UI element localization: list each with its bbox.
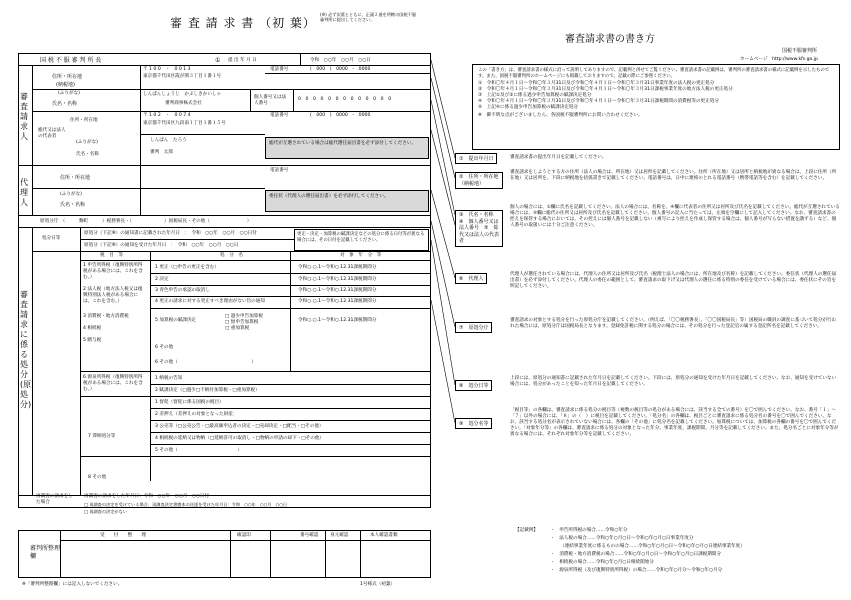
disp-date-1: 原処分（下記⑧）の通知書に記載された年月日 ： 令和 ○○年 ○○月 ○○日付 bbox=[84, 231, 257, 236]
tribunal-line: 国 税 不 服 審 判 所 長 bbox=[40, 57, 102, 64]
guide-text-1: 審査請求書の提出年月日を記載してください。 bbox=[510, 155, 607, 160]
guide-org: 国税不服審判所 bbox=[782, 48, 818, 54]
collection-item-1: 1 督促（督促に係る国税の税目） bbox=[155, 400, 224, 405]
notice-box: 更正・決定・加算税の賦課決定などの処分に係る日付等が異なる場合には、その日付を記載してください。 bbox=[294, 229, 429, 251]
example-3: （連結事業年度に係るものの場合……令和○年○月○日～令和○年○月○日連結事業年度） bbox=[560, 544, 745, 549]
period-5: 令和○.○.1～令和○.12.31課税期間分 bbox=[298, 318, 377, 323]
receipt-header-3: 番号確認 bbox=[300, 533, 319, 538]
corp-no-label: 個人番号又は法人番号 bbox=[254, 95, 287, 106]
penalty-opt-1: □ 過少申告加算税 bbox=[225, 314, 263, 319]
guide-text-4: 代理人が選任されている場合には、代理人の住所又は居所及び氏名（税理士法人の場合には、所在地及び名称）を記載してください。委任状（代理人の選任届出書）を必ず添付してください。代理人の委任の範囲として、審査請求の取下げ又は代理人の選任に係る特別の委任を受けている場合には、委任状にその旨を明記してください。 bbox=[510, 272, 837, 289]
collection-item-4: 4 相続税の延納又は物納（□延納許可の取消し・□物納の申請の却下・□その他） bbox=[155, 436, 325, 441]
disp-item-4: 4 更正の請求に対する更正すべき理由がない旨の通知 bbox=[155, 299, 265, 304]
guide-text-7: 「税目等」の各欄は、審査請求に係る処分の税目等（複数の税目等の処分がある場合には、該当する全ての番号）を〇で囲んでください。なお、番号「１」～「７」以外の場合には、「８」の（ ）に税目を記載してください。「処分名」の各欄は、税目ごとに審査請求に係る処分名の番号を〇で囲んでください。なお、該当する処分名が表示されていない場合には、各欄の「その他」に処分名を記載してください。加算税については、加算税の各欄の番号を〇で囲んでください。「対象年分等」の各欄は、審査請求に係る処分の対象となった年分、事業年度、課税期間、月分等を記載してください。また、処分名ごとに対象年分等が異なる場合には、それぞれ対象年分等を記載してください。 bbox=[510, 408, 839, 437]
collection-label: 7 滞納処分等 bbox=[88, 434, 116, 439]
section-agent: 代理人 bbox=[20, 178, 28, 207]
period-5-text: ⑤ 上記④に係る過少申告加算税の賦課決定処分 bbox=[478, 105, 579, 111]
form-title: 審 査 請 求 書 （初 葉） bbox=[170, 16, 316, 30]
collection-item-5: 5 その他（ ） bbox=[155, 448, 243, 453]
refund-date: 再調査の請求をした年月日：令和 ○○年 ○○月 ○○日付 bbox=[84, 494, 210, 499]
phone-value-1: ( 000 ) 0000 - 0000 bbox=[310, 67, 371, 72]
other-label: 6 その他（ ） bbox=[155, 360, 256, 365]
guide-text-2: 審査請求をしようとする方の住所（法人の場合は、所在地）又は居所を記載してください。住所（所在地）又は居所と納税地が異なる場合は、上段に住所（所在地）又は居所を、下段に納税地を括弧書きで記載してください。電話番号は、日中に連絡のとれる電話番号（携帯電話等を含む）を記載してください。 bbox=[510, 170, 837, 181]
circle-1: ① bbox=[215, 57, 221, 64]
footer-note: ※「審判所整理欄」には記入しないでください。 bbox=[22, 582, 123, 587]
period-3: 令和○.○.1～令和○.12.31課税期間分 bbox=[298, 288, 377, 293]
kana-1: しんばんしょうじ かぶしきかいしゃ bbox=[143, 92, 222, 97]
disp-item-2: 2 決定 bbox=[155, 277, 169, 282]
phone-label-2: 電話番号 bbox=[270, 113, 289, 118]
disp-item-1: 1 更正（□申告の更正を含む） bbox=[155, 265, 219, 270]
disp-item-5: 5 加算税の賦課決定 bbox=[155, 318, 197, 323]
form-note: (※) 必ず次葉とともに、正副２通を所轄の国税不服審判所に提出してください。 bbox=[320, 12, 417, 23]
period-2: 令和○.○.1～令和○.12.31課税期間分 bbox=[298, 277, 377, 282]
section-requester: 審査請求人 bbox=[20, 92, 28, 141]
addr-label: 住所・所在地 bbox=[52, 74, 83, 80]
example-1: ・ 申告所得税の場合……令和○年分 bbox=[550, 528, 628, 533]
agent-name-label: 氏名・名称 bbox=[60, 202, 86, 208]
addr-label-2: 住所・所在地 bbox=[70, 118, 98, 123]
example-5: ・ 相続税の場合……令和○年○月○日相続開始分 bbox=[550, 560, 654, 565]
addr-2: 東京都千代田区九段南１丁目１番１５号 bbox=[143, 121, 226, 126]
guide-label-4: ⑥ 代理人 bbox=[455, 273, 487, 284]
corp-no-value: 0 0 0 0 0 0 0 0 0 0 0 0 0 bbox=[298, 97, 392, 102]
guide-text-6: 上段には、原処分の通知書に記載された年月日を記載してください。下段には、原処分の通知を受けた年月日を記載してください。なお、通知を受けていない場合には、処分があったことを知った年月日を記載してください。 bbox=[510, 376, 837, 387]
guide-label-6: ⑧ 処分日等 bbox=[455, 380, 492, 391]
guide-label-5: ⑦ 原処分庁 bbox=[455, 322, 492, 333]
payment-item-1: 1 納税の告知 bbox=[155, 376, 183, 381]
section-disposition: 審査請求に係る処分(原処分) bbox=[20, 290, 32, 409]
guide-text-5: 審査請求の対象とする処分を行った原処分庁を記載してください。（例えば、「〇〇税務署長」、「〇〇国税局長」等）国税局の職員の調査に基づいて処分が行われた場合には、原処分庁は国税局長となります。登録免許税に関する処分の場合には、その処分を行った登記官の属する登記所名を記載してください。 bbox=[510, 318, 837, 329]
guide-label-1: ① 提出年月日 bbox=[455, 153, 497, 164]
guide-text-3: 個人の場合には、①欄に氏名を記載してください。法人の場合には、名称を、④欄に代表者の住所又は居所及び氏名を記載してください。総代が互選されている場合には、⑤欄に総代の住所又は居所及び氏名を記載してください。個人番号の記入に当たっては、左端を空欄にして記入してください。なお、審査請求書の控えを保管する場合においては、その控えには個人番号を記載しない（複写により控えを作成し保管する場合は、個人番号が写らない措置を講ずる）など、個人番号の取扱いには十分ご注意ください。 bbox=[510, 205, 840, 228]
office-use-label: 審判所整理欄 bbox=[30, 545, 61, 560]
name-label-2: 氏名・名称 bbox=[76, 152, 99, 157]
period-4: 令和○.○.1～令和○.12.31課税期間分 bbox=[298, 299, 377, 304]
addr-sub: (納税地) bbox=[56, 82, 75, 88]
name-2: 審判 太郎 bbox=[150, 150, 173, 155]
guide-label-7: ⑨ 処分名等 bbox=[455, 418, 492, 429]
period-2-text: ② 令和〇年４月１日～令和〇年３月31日及び令和〇年４月１日～令和〇年３月31日課税事業年度の地方法人税の更正処分 bbox=[478, 87, 733, 93]
example-6: ・ 源泉所得税（及び復興特別所得税）の場合……令和○年○月分～令和○年○月分 bbox=[550, 568, 723, 573]
agent-kana-label: (ふりがな) bbox=[60, 192, 82, 197]
receipt-value: 令和 ○○年 ○○月 ○○日 bbox=[310, 58, 371, 63]
kana-label-1: (ふりがな) bbox=[58, 91, 80, 96]
guide-label-2: ② 住所・所在地（納税地） bbox=[455, 172, 503, 189]
receipt-header-5: 本人確認書類 bbox=[370, 533, 398, 538]
disp-date-label: 処分日等 bbox=[42, 236, 61, 241]
col-period: 対 象 年 分 等 bbox=[340, 253, 382, 258]
period-3-text: ③ 上記①及び②に係る過少申告加算税の賦課決定処分 bbox=[478, 93, 592, 99]
tax-item-2: 2 法人税（地方法人税又は復興特別法人税がある場合には、これを含む。） bbox=[83, 287, 143, 304]
office-row: 原処分庁 （ 麴町 ）税務署長・（ ）国税局長・その他（ ） bbox=[40, 219, 252, 224]
penalty-opt-3: □ 重加算税 bbox=[225, 326, 250, 331]
postal-1: 〒 1 0 0 - 0 0 1 3 bbox=[143, 67, 191, 72]
other-8: 8 その他 bbox=[88, 475, 107, 480]
receipt-header-2: 確認印 bbox=[237, 533, 251, 538]
phone-value-2: ( 000 ) 0000 - 0000 bbox=[310, 113, 371, 118]
receipt-header-1: 受 付 整 理 bbox=[100, 533, 146, 538]
phone-label-1: 電話番号 bbox=[270, 67, 289, 72]
kana-label-2: (ふりがな) bbox=[76, 140, 98, 145]
collection-item-3: 3 公売等（□公売公告・□最高価申込者の決定・□売却決定・□配当・□その他） bbox=[155, 424, 324, 429]
period-1: 令和○.○.1～令和○.12.31課税期間分 bbox=[298, 265, 377, 270]
caution-text: ※ 御不明な点がございましたら、各国税不服審判所にお問い合わせください。 bbox=[478, 113, 643, 119]
refund-opt-2: □ 再調査の決定がない bbox=[84, 509, 127, 514]
tax-item-6: 6 その他 bbox=[155, 345, 174, 350]
guide-homepage: ホームページ http://www.kfs.go.jp bbox=[740, 57, 818, 62]
agent-phone-label: 電話番号 bbox=[270, 168, 289, 173]
name-label-1: 氏名・名称 bbox=[52, 101, 78, 107]
refund-opt-1: □ 再調査の決定を受けている場合、再調査決定書謄本の送達を受けた年月日：令和 ○○年 ○○月 ○○日 bbox=[84, 502, 288, 507]
example-2: ・ 法人税の場合……令和○年○月○日～令和○年○月○日事業年度分 bbox=[550, 536, 694, 541]
guide-label-3: ③ 氏名・名称 ④ 個人番号又は法人番号 ⑤ 総代又は法人の代表者 bbox=[455, 210, 503, 247]
refund-label: 再調査の請求をした場合 bbox=[36, 494, 73, 505]
col-disp: 処 分 名 bbox=[220, 253, 243, 258]
period-4-text: ④ 令和〇年４月１日～令和〇年３月31日及び令和〇年４月１日～令和〇年３月31日課税期間の消費税等の更正処分 bbox=[478, 99, 719, 105]
tax-item-5: 5 贈与税 bbox=[83, 338, 102, 343]
receipt-header-4: 身元確認 bbox=[330, 533, 349, 538]
example-4: ・ 消費税・地方消費税の場合……令和○年○月○日～令和○年○月○日課税期間分 bbox=[550, 552, 722, 557]
addr-1: 東京都千代田区霞が関３丁目１番１号 bbox=[143, 74, 222, 79]
intro-text: この「書き方」は、審査請求書の様式に沿って説明してありますので、記載例と併せてご覧ください。審査請求書の記載例は、審判所の審査請求書の様式に記載例を示したものです。また、国税不服審判所のホームページにも掲載しておりますので、記載の際にご参照ください。 bbox=[478, 68, 830, 79]
period-1-text: ① 令和〇年４月１日～令和〇年３月31日及び令和〇年４月１日～令和〇年３月31日事業年度の法人税の更正処分 bbox=[478, 81, 715, 87]
agent-addr-label: 住所・所在地 bbox=[60, 175, 91, 181]
payment-item-2: 2 賦課決定（□過少□不納付加算税・□重加算税） bbox=[155, 388, 260, 393]
tax-item-3: 3 消費税・地方消費税 bbox=[83, 314, 129, 319]
col-tax: 税 目 等 bbox=[100, 253, 123, 258]
receipt-label: 提 出 年 月 日 bbox=[228, 58, 257, 63]
rep-note: 総代が互選されている場合は総代選任届出書を必ず添付してください。 bbox=[265, 137, 429, 159]
form-no: 1号様式（初葉） bbox=[360, 582, 396, 587]
example-title: 【記載例】 bbox=[515, 528, 538, 533]
name-1: 審判商事株式会社 bbox=[165, 101, 202, 106]
tax-item-4: 4 相続税 bbox=[83, 326, 102, 331]
agent-note: 委任状（代理人の選任届出書）を必ず添付してください。 bbox=[265, 190, 429, 212]
disp-item-3: 3 青色申告の承認の取消し bbox=[155, 288, 210, 293]
postal-2: 〒 1 0 2 - 0 0 7 4 bbox=[143, 113, 191, 118]
withholding: 6 源泉所得税（復興特別所得税がある場合には、これを含む。） bbox=[83, 375, 143, 392]
tax-item-1: 1 申告所得税（復興特別所得税がある場合には、これを含む。） bbox=[83, 263, 143, 280]
collection-item-2: 2 差押え（差押えの対象となった財産： bbox=[155, 412, 238, 417]
rep-label: 総代又は法人の代表者 bbox=[38, 128, 66, 139]
kana-2: しんばん たろう bbox=[150, 138, 187, 143]
guide-title: 審査請求書の書き方 bbox=[565, 34, 655, 45]
disp-date-2: 原処分（下記⑧）の通知を受けた年月日 ： 令和 ○○年 ○○月 ○○日 bbox=[84, 243, 239, 248]
penalty-opt-2: □ 無申告加算税 bbox=[225, 320, 259, 325]
